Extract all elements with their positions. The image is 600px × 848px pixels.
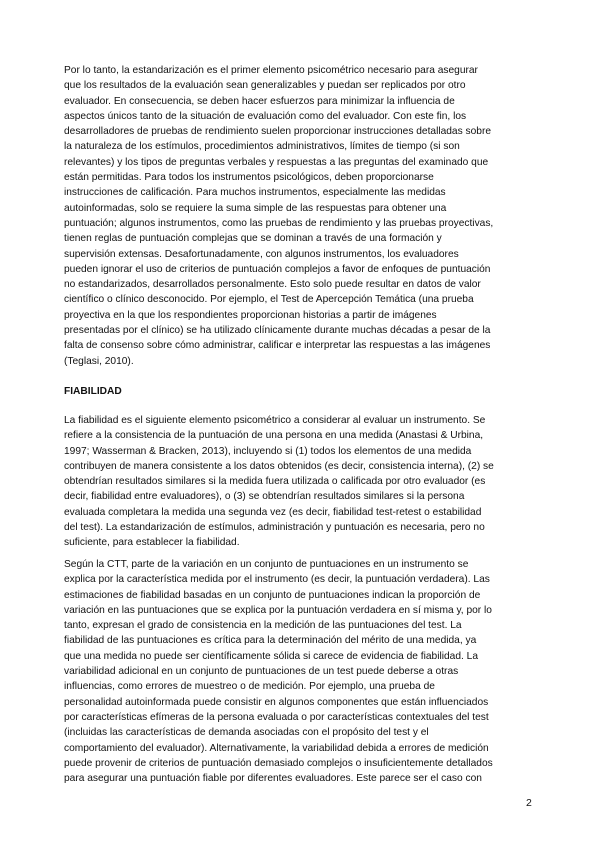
section-heading-fiabilidad: FIABILIDAD xyxy=(64,386,122,397)
page-number: 2 xyxy=(526,797,532,809)
paragraph-reliability-intro: La fiabilidad es el siguiente elemento psicométrico a considerar al evaluar un instrumento. Se refiere a la consistencia de la puntuación de una persona en una medida (Anastasi & Urbina, 1997; Wasserman & Bracken, 2013), incluyendo si (1) todos los elementos de una medida contribuyen de manera consistente a los datos obtenidos (es decir, consistencia interna), (2) se obtendrían resultados similares si la medida fuera utilizada o calificada por otro evaluador (es decir, fiabilidad entre evaluadores), o (3) se obtendrían resultados similares si la persona evaluada completara la medida una segunda vez (es decir, fiabilidad test-retest o estabilidad del test). La estandarización de estímulos, administración y puntuación es necesaria, pero no suficiente, para establecer la fiabilidad. xyxy=(64,415,494,549)
paragraph-ctt-reliability: Según la CTT, parte de la variación en un conjunto de puntuaciones en un instrumento se explica por la característica medida por el instrumento (es decir, la puntuación verdadera). Las estimaciones de fiabilidad basadas en un conjunto de puntuaciones indican la proporción de variación en las puntuaciones que se explica por la puntuación verdadera en sí misma y, por lo tanto, expresan el grado de consistencia en la medición de las puntuaciones del test. La fiabilidad de las puntuaciones es crítica para la determinación del mérito de una medida, ya que una medida no puede ser científicamente sólida si carece de evidencia de fiabilidad. La variabilidad adicional en un conjunto de puntuaciones de un test puede deberse a otras influencias, como errores de muestreo o de medición. Por ejemplo, una prueba de personalidad autoinformada puede consistir en algunos componentes que están influenciados por características efímeras de la persona evaluada o por características contextuales del test (incluidas las características de demanda asociadas con el propósito del test y el comportamiento del evaluador). Alternativamente, la variabilidad debida a errores de medición puede provenir de criterios de puntuación demasiado complejos o insuficientemente detallados para asegurar una puntuación fiable por diferentes evaluadores. Este parece ser el caso con xyxy=(64,559,493,785)
paragraph-standardization: Por lo tanto, la estandarización es el primer elemento psicométrico necesario para asegurar que los resultados de la evaluación sean generalizables y puedan ser replicados por otro evaluador. En consecuencia, se deben hacer esfuerzos para minimizar la influencia de aspectos únicos tanto de la situación de evaluación como del evaluador. Con este fin, los desarrolladores de pruebas de rendimiento suelen proporcionar instrucciones detalladas sobre la naturaleza de los estímulos, procedimientos administrativos, límites de tiempo (si son relevantes) y los tipos de preguntas verbales y respuestas a las preguntas del examinado que están permitidas. Para todos los instrumentos psicológicos, deben proporcionarse instrucciones de calificación. Para muchos instrumentos, especialmente las medidas autoinformadas, solo se requiere la suma simple de las respuestas para obtener una puntuación; algunos instrumentos, como las pruebas de rendimiento y las pruebas proyectivas, tienen reglas de puntuación complejas que se dominan a través de una formación y supervisión extensas. Desafortunadamente, con algunos instrumentos, los evaluadores pueden ignorar el uso de criterios de puntuación complejos a favor de enfoques de puntuación no estandarizados, desarrollados personalmente. Esto solo puede resultar en datos de valor científico o clínico desconocido. Por ejemplo, el Test de Apercepción Temática (una prueba proyectiva en la que los respondientes proporcionan historias a partir de imágenes presentadas por el clínico) se ha utilizado clínicamente durante muchas décadas a pesar de la falta de consenso sobre cómo administrar, calificar e interpretar las respuestas a las imágenes (Teglasi, 2010). xyxy=(64,65,494,367)
